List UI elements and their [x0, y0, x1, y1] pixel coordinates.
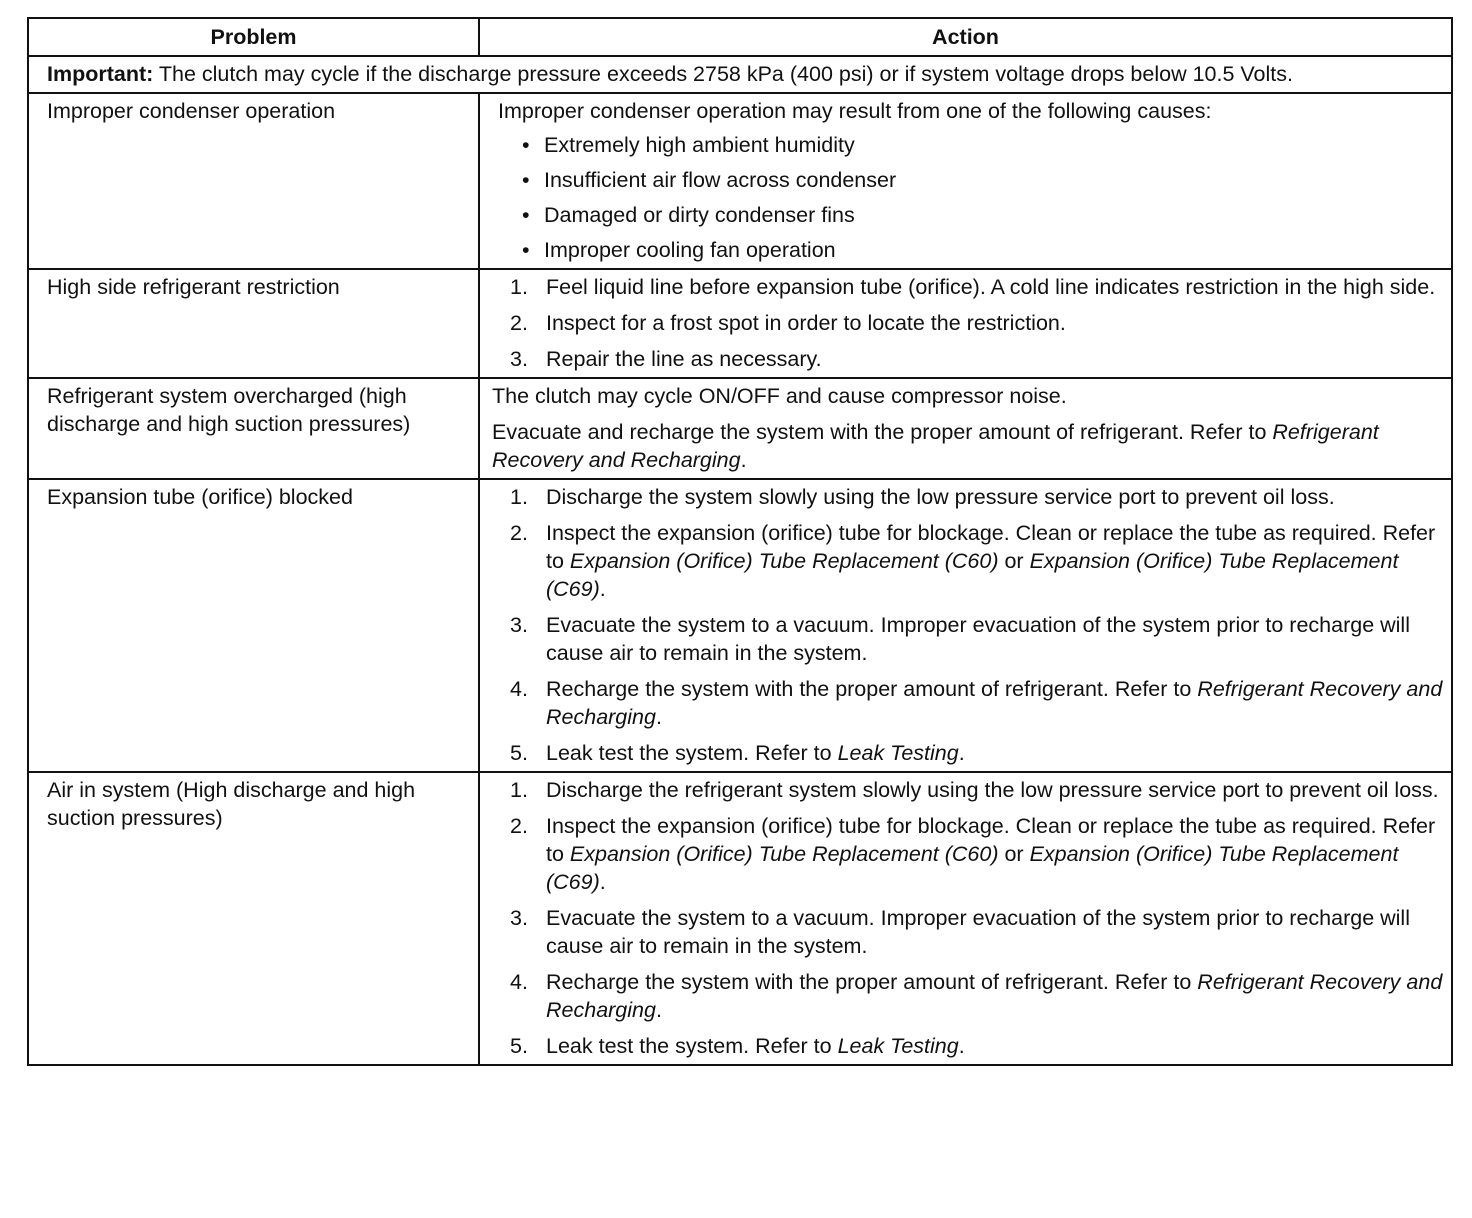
reference-link: Expansion (Orifice) Tube Replacement (C60) [569, 549, 999, 573]
list-item: 2. Inspect for a frost spot in order to locate the restriction. [510, 311, 1066, 335]
important-note [28, 56, 1452, 93]
list-item: 5. Leak test the system. Refer to Leak Testing. [510, 741, 965, 765]
list-item: • Improper cooling fan operation [522, 236, 1443, 264]
cause-list [498, 131, 1443, 264]
list-item: • Insufficient air flow across condenser [522, 166, 1443, 194]
reference-link: Expansion (Orifice) Tube Replacement (C69) [546, 842, 1399, 894]
list-item: 2. Inspect the expansion (orifice) tube for blockage. Clean or replace the tube as required. Refer to Expansion (Orifice) Tube Replacement (C60) or Expansion (Orifice) Tube Replacement (C69). [510, 814, 1436, 894]
list-item: 2. Inspect the expansion (orifice) tube for blockage. Clean or replace the tube as required. Refer to Expansion (Orifice) Tube Replacement (C60) or Expansion (Orifice) Tube Replacement (C69). [510, 521, 1436, 601]
reference-link: Leak Testing [837, 741, 959, 765]
header-row [28, 18, 1452, 56]
list-item: 4. Recharge the system with the proper amount of refrigerant. Refer to Refrigerant Recovery and Recharging. [510, 677, 1443, 729]
reference-link: Refrigerant Recovery and Recharging [546, 677, 1443, 729]
action-cell [479, 93, 1452, 269]
action-cell [479, 479, 1452, 772]
troubleshooting-table [27, 17, 1453, 1066]
reference-link: Refrigerant Recovery and Recharging [546, 970, 1443, 1022]
table-row [28, 479, 1452, 772]
action-cell [479, 269, 1452, 378]
step-list [498, 776, 1443, 1060]
table-row [28, 93, 1452, 269]
action-text: The clutch may cycle ON/OFF and cause compressor noise. [492, 384, 1067, 408]
important-label: Important: [47, 62, 154, 86]
reference-link: Leak Testing [837, 1034, 959, 1058]
table-row [28, 378, 1452, 479]
list-item: • Damaged or dirty condenser fins [522, 201, 1443, 229]
list-item: 3. Repair the line as necessary. [510, 347, 822, 371]
important-text: The clutch may cycle if the discharge pressure exceeds 2758 kPa (400 psi) or if system voltage drops below 10.5 Volts. [153, 62, 1293, 86]
action-cell [479, 378, 1452, 479]
header-problem: Problem [28, 18, 479, 56]
reference-link: Expansion (Orifice) Tube Replacement (C60) [569, 842, 999, 866]
action-intro: Improper condenser operation may result from one of the following causes: [498, 99, 1212, 123]
problem-cell: High side refrigerant restriction [28, 269, 479, 378]
problem-cell: Improper condenser operation [28, 93, 479, 269]
list-item: 1. Discharge the refrigerant system slowly using the low pressure service port to prevent oil loss. [510, 778, 1439, 802]
list-item: 3. Evacuate the system to a vacuum. Improper evacuation of the system prior to recharge will cause air to remain in the system. [510, 613, 1410, 665]
problem-cell: Air in system (High discharge and high suction pressures) [28, 772, 479, 1065]
action-cell [479, 772, 1452, 1065]
list-item: 5. Leak test the system. Refer to Leak Testing. [510, 1034, 965, 1058]
table-row [28, 269, 1452, 378]
list-item: • Extremely high ambient humidity [522, 131, 1443, 159]
list-item: 3. Evacuate the system to a vacuum. Improper evacuation of the system prior to recharge will cause air to remain in the system. [510, 906, 1410, 958]
list-item: 4. Recharge the system with the proper amount of refrigerant. Refer to Refrigerant Recovery and Recharging. [510, 970, 1443, 1022]
problem-cell: Refrigerant system overcharged (high discharge and high suction pressures) [28, 378, 479, 479]
action-text: Evacuate and recharge the system with the proper amount of refrigerant. Refer to Refrigerant Recovery and Recharging. [492, 420, 1379, 472]
table-row [28, 772, 1452, 1065]
list-item: 1. Discharge the system slowly using the low pressure service port to prevent oil loss. [510, 485, 1335, 509]
step-list [498, 273, 1443, 373]
reference-link: Expansion (Orifice) Tube Replacement (C69) [546, 549, 1399, 601]
important-row [28, 56, 1452, 93]
header-action: Action [479, 18, 1452, 56]
list-item: 1. Feel liquid line before expansion tube (orifice). A cold line indicates restriction in the high side. [510, 275, 1436, 299]
problem-cell: Expansion tube (orifice) blocked [28, 479, 479, 772]
step-list [498, 483, 1443, 767]
reference-link: Refrigerant Recovery and Recharging [492, 420, 1379, 472]
